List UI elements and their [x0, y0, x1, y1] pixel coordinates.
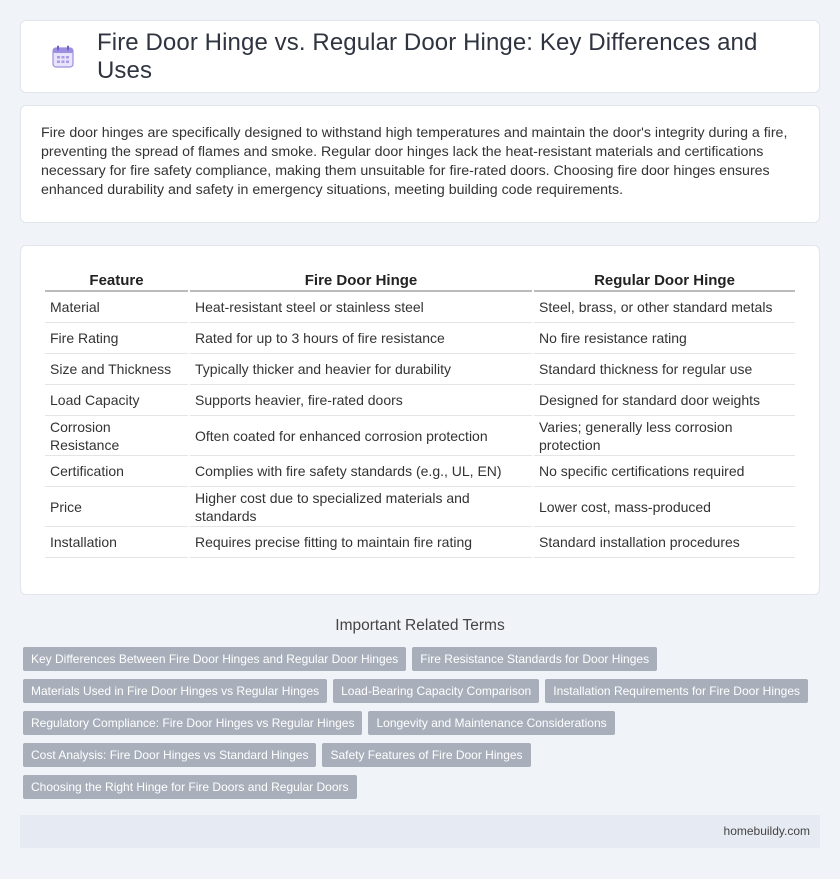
table-cell: Corrosion Resistance — [45, 416, 188, 456]
column-header-fire-door-hinge: Fire Door Hinge — [190, 266, 532, 292]
intro-card — [20, 105, 820, 223]
table-cell: Material — [45, 292, 188, 323]
table-cell: Varies; generally less corrosion protection — [534, 416, 795, 456]
column-header-feature: Feature — [45, 266, 188, 292]
table-cell: Installation — [45, 527, 188, 558]
table-cell: Requires precise fitting to maintain fire rating — [190, 527, 532, 558]
related-term-tag[interactable]: Regulatory Compliance: Fire Door Hinges vs Regular Hinges — [23, 711, 362, 735]
table-cell: No fire resistance rating — [534, 323, 795, 354]
table-row — [45, 416, 795, 456]
related-term-tag[interactable]: Load-Bearing Capacity Comparison — [333, 679, 539, 703]
table-cell: No specific certifications required — [534, 456, 795, 487]
related-term-tag[interactable]: Key Differences Between Fire Door Hinges and Regular Door Hinges — [23, 647, 406, 671]
related-term-tag[interactable]: Materials Used in Fire Door Hinges vs Regular Hinges — [23, 679, 327, 703]
related-term-tag[interactable]: Longevity and Maintenance Considerations — [368, 711, 614, 735]
table-cell: Complies with fire safety standards (e.g., UL, EN) — [190, 456, 532, 487]
related-terms-title: Important Related Terms — [335, 617, 505, 634]
table-cell: Standard installation procedures — [534, 527, 795, 558]
table-cell: Typically thicker and heavier for durability — [190, 354, 532, 385]
table-row — [45, 487, 795, 527]
table-row — [45, 456, 795, 487]
table-row — [45, 323, 795, 354]
table-cell: Heat-resistant steel or stainless steel — [190, 292, 532, 323]
table-cell: Lower cost, mass-produced — [534, 487, 795, 527]
table-cell: Rated for up to 3 hours of fire resistance — [190, 323, 532, 354]
table-header-row — [45, 266, 795, 292]
table-cell: Standard thickness for regular use — [534, 354, 795, 385]
table-row — [45, 354, 795, 385]
table-cell: Higher cost due to specialized materials and standards — [190, 487, 532, 527]
comparison-table — [43, 266, 797, 558]
related-term-tag[interactable]: Installation Requirements for Fire Door Hinges — [545, 679, 808, 703]
related-terms-tags — [23, 647, 823, 807]
comparison-table-card — [20, 245, 820, 595]
footer-site-link[interactable]: homebuildy.com — [723, 824, 810, 838]
page-title: Fire Door Hinge vs. Regular Door Hinge: Key Differences and Uses — [97, 28, 758, 84]
column-header-regular-door-hinge: Regular Door Hinge — [534, 266, 795, 292]
table-cell: Often coated for enhanced corrosion protection — [190, 416, 532, 456]
table-cell: Certification — [45, 456, 188, 487]
table-cell: Size and Thickness — [45, 354, 188, 385]
intro-text: Fire door hinges are specifically designed to withstand high temperatures and maintain the door's integrity during a fire, preventing the spread of flames and smoke. Regular door hinges lack the heat-resistant materials and certifications necessary for fire safety compliance, making them unsuitable for fire-rated doors. Choosing fire door hinges ensures enhanced durability and safety in emergency situations, meeting building code requirements. — [41, 125, 788, 198]
table-cell: Steel, brass, or other standard metals — [534, 292, 795, 323]
table-row — [45, 292, 795, 323]
table-row — [45, 527, 795, 558]
table-cell: Supports heavier, fire-rated doors — [190, 385, 532, 416]
table-cell: Designed for standard door weights — [534, 385, 795, 416]
calendar-icon — [49, 43, 77, 71]
table-cell: Fire Rating — [45, 323, 188, 354]
related-term-tag[interactable]: Safety Features of Fire Door Hinges — [322, 743, 530, 767]
related-term-tag[interactable]: Choosing the Right Hinge for Fire Doors and Regular Doors — [23, 775, 357, 799]
related-term-tag[interactable]: Fire Resistance Standards for Door Hinges — [412, 647, 657, 671]
footer — [20, 815, 820, 848]
table-cell: Load Capacity — [45, 385, 188, 416]
table-cell: Price — [45, 487, 188, 527]
related-term-tag[interactable]: Cost Analysis: Fire Door Hinges vs Standard Hinges — [23, 743, 316, 767]
table-row — [45, 385, 795, 416]
header-card — [20, 20, 820, 93]
